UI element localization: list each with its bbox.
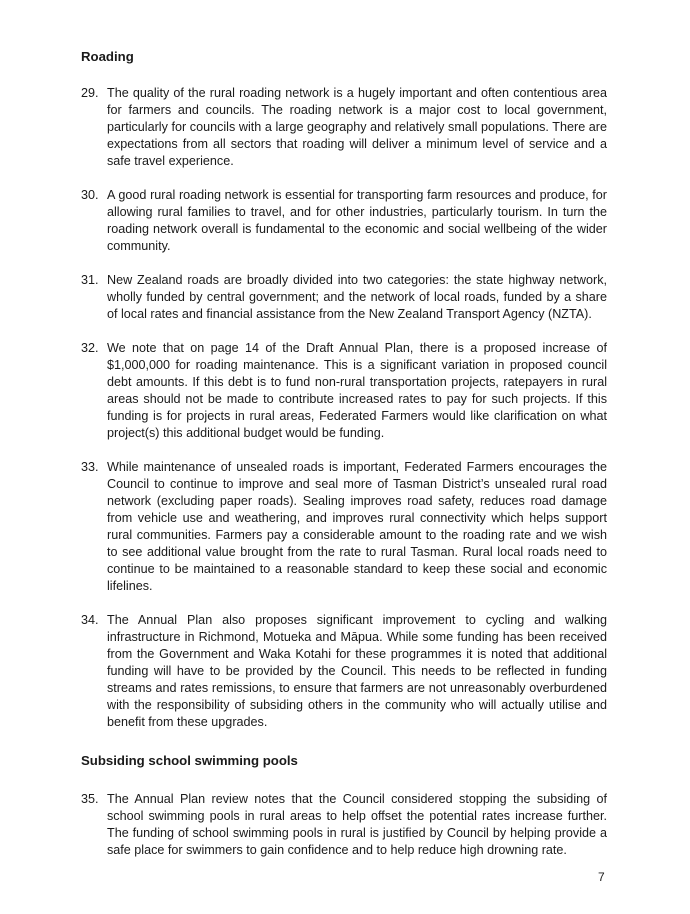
paragraph-number: 35.: [81, 792, 99, 806]
paragraph-33: [81, 459, 607, 595]
page-number: 7: [598, 870, 605, 884]
paragraph-35: [81, 791, 607, 859]
paragraph-number: 31.: [81, 273, 99, 287]
paragraph-30: [81, 187, 607, 255]
paragraph-32: [81, 340, 607, 442]
paragraph-29: [81, 85, 607, 170]
paragraph-text: We note that on page 14 of the Draft Annual Plan, there is a proposed increase of $1,000,000 for roading maintenance. This is a significant variation in proposed council debt amounts. If this debt is to fund non-rural transportation projects, ratepayers in rural areas should not be made to contribute increased rates to pay for such projects. If this funding is for projects in rural areas, Federated Farmers would like clarification on what project(s) this additional budget would be funding.: [107, 341, 607, 440]
paragraph-31: [81, 272, 607, 323]
paragraph-text: The Annual Plan review notes that the Council considered stopping the subsiding of school swimming pools in rural areas to help offset the potential rates increase further. The funding of school swimming pools in rural is justified by Council by helping provide a safe place for swimmers to gain confidence and to help reduce high drowning rate.: [107, 792, 607, 857]
section-heading-roading: Roading: [81, 49, 134, 64]
paragraph-number: 32.: [81, 341, 99, 355]
paragraph-text: New Zealand roads are broadly divided into two categories: the state highway network, wholly funded by central government; and the network of local roads, funded by a share of local rates and financial assistance from the New Zealand Transport Agency (NZTA).: [107, 273, 607, 321]
section-heading-swimming-pools: Subsiding school swimming pools: [81, 753, 298, 768]
paragraph-number: 33.: [81, 460, 99, 474]
paragraph-34: [81, 612, 607, 731]
paragraph-number: 34.: [81, 613, 99, 627]
paragraph-text: The quality of the rural roading network is a hugely important and often contentious area for farmers and councils. The roading network is a major cost to local government, particularly for councils with a large geography and relatively small populations. There are expectations from all sectors that roading will deliver a minimum level of service and a safe travel experience.: [107, 86, 607, 168]
paragraph-number: 29.: [81, 86, 99, 100]
paragraph-text: While maintenance of unsealed roads is important, Federated Farmers encourages the Council to continue to improve and seal more of Tasman District’s unsealed rural road network (excluding paper roads). Sealing improves road safety, reduces road damage from vehicle use and weathering, and improves rural connectivity which helps support rural communities. Farmers pay a considerable amount to the roading rate and we wish to see additional value brought from the rate to rural Tasman. Rural local roads need to continue to be maintained to a reasonable standard to keep these social and economic lifelines.: [107, 460, 607, 593]
paragraph-text: A good rural roading network is essential for transporting farm resources and produce, for allowing rural families to travel, and for other industries, particularly tourism. In turn the roading network overall is fundamental to the economic and social wellbeing of the wider community.: [107, 188, 607, 253]
paragraph-text: The Annual Plan also proposes significant improvement to cycling and walking infrastructure in Richmond, Motueka and Māpua. While some funding has been received from the Government and Waka Kotahi for these programmes it is noted that additional funding will have to be provided by the Council. This needs to be reflected in funding streams and rates remissions, to ensure that farmers are not unreasonably overburdened with the responsibility of subsiding others in the community who will actually utilise and benefit from these upgrades.: [107, 613, 607, 729]
paragraph-number: 30.: [81, 188, 99, 202]
